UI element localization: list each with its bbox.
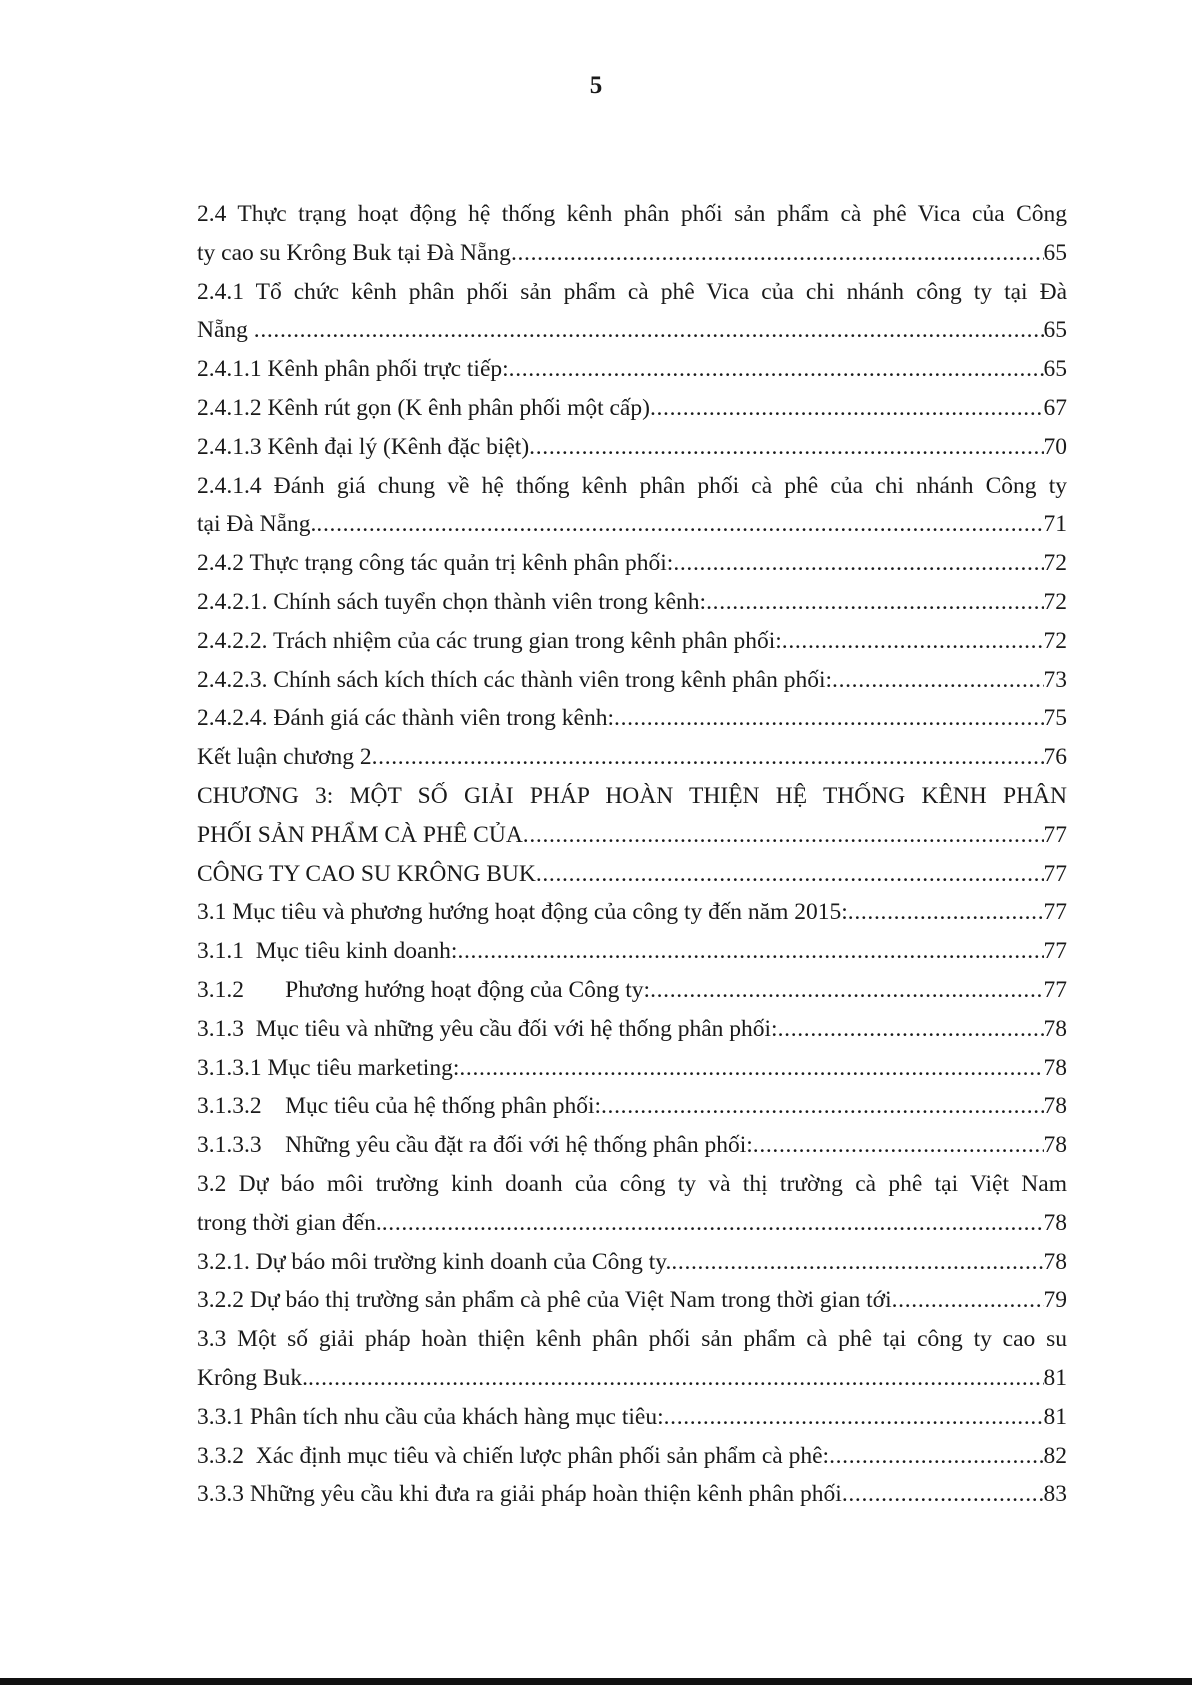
toc-entry[interactable] — [197, 544, 1067, 583]
bottom-border — [0, 1678, 1192, 1685]
toc-entry[interactable] — [197, 1087, 1067, 1126]
toc-entry-title-line: 3.2 Dự báo môi trường kinh doanh của công ty và thị trường cà phê tại Việt Nam — [197, 1170, 1067, 1197]
toc-dot-leader — [848, 893, 1044, 932]
toc-dot-leader — [892, 1281, 1044, 1320]
toc-page-number: 67 — [1043, 394, 1067, 421]
toc-page-number: 78 — [1043, 1054, 1067, 1081]
toc-entry-title-line: 3.1.3.2 Mục tiêu của hệ thống phân phối: — [197, 1093, 601, 1120]
toc-entry-title-line: 3.1 Mục tiêu và phương hướng hoạt động của công ty đến năm 2015: — [197, 899, 848, 926]
toc-entry[interactable] — [197, 195, 1067, 273]
toc-page-number: 78 — [1043, 1209, 1067, 1236]
toc-page-number: 81 — [1043, 1364, 1067, 1391]
toc-entry-title-line: 2.4.1 Tổ chức kênh phân phối sản phẩm cà phê Vica của chi nhánh công ty tại Đà — [197, 278, 1067, 305]
toc-dot-leader — [457, 932, 1043, 971]
toc-entry-title-line: Kết luận chương 2 — [197, 744, 372, 771]
toc-page-number: 71 — [1043, 511, 1067, 538]
toc-page-number: 70 — [1043, 433, 1067, 460]
toc-entry-title-line: 2.4.2 Thực trạng công tác quản trị kênh phân phối: — [197, 550, 674, 577]
toc-dot-leader — [706, 583, 1043, 622]
toc-entry-title-line: 3.3.2 Xác định mục tiêu và chiến lược phân phối sản phẩm cà phê: — [197, 1442, 830, 1469]
toc-page-number: 75 — [1043, 705, 1067, 732]
toc-entry[interactable] — [197, 932, 1067, 971]
toc-entry-title-line: 3.3.3 Những yêu cầu khi đưa ra giải pháp hoàn thiện kênh phân phối — [197, 1481, 842, 1508]
toc-dot-leader — [673, 544, 1043, 583]
toc-page-number: 77 — [1043, 976, 1067, 1003]
toc-entry[interactable] — [197, 389, 1067, 428]
toc-dot-leader — [316, 505, 1043, 544]
toc-entry[interactable] — [197, 971, 1067, 1010]
toc-entry[interactable] — [197, 622, 1067, 661]
toc-entry-title-line: 3.1.3.3 Những yêu cầu đặt ra đối với hệ thống phân phối: — [197, 1132, 753, 1159]
toc-entry[interactable] — [197, 661, 1067, 700]
toc-entry[interactable] — [197, 1165, 1067, 1243]
toc-page-number: 77 — [1043, 860, 1067, 887]
toc-dot-leader — [832, 661, 1043, 700]
toc-entry[interactable] — [197, 855, 1067, 894]
toc-entry-title-line: 2.4.2.3. Chính sách kích thích các thành viên trong kênh phân phối: — [197, 666, 833, 693]
toc-dot-leader — [308, 1359, 1044, 1398]
toc-page-number: 79 — [1043, 1287, 1067, 1314]
toc-entry[interactable] — [197, 1126, 1067, 1165]
table-of-contents — [197, 195, 1067, 1514]
toc-dot-leader — [254, 311, 1044, 350]
toc-dot-leader — [601, 1087, 1044, 1126]
toc-entry[interactable] — [197, 428, 1067, 467]
toc-page-number: 72 — [1043, 588, 1067, 615]
toc-entry-title-line: CHƯƠNG 3: MỘT SỐ GIẢI PHÁP HOÀN THIỆN HỆ THỐNG KÊNH PHÂN — [197, 782, 1067, 809]
toc-page-number: 83 — [1043, 1481, 1067, 1508]
toc-entry-title-line: 3.3 Một số giải pháp hoàn thiện kênh phân phối sản phẩm cà phê tại công ty cao su — [197, 1326, 1067, 1353]
toc-dot-leader — [372, 738, 1044, 777]
toc-dot-leader — [536, 855, 1044, 894]
toc-dot-leader — [778, 1010, 1044, 1049]
toc-dot-leader — [782, 622, 1044, 661]
toc-entry-title-line: CÔNG TY CAO SU KRÔNG BUK — [197, 860, 536, 887]
toc-dot-leader — [664, 1398, 1044, 1437]
toc-entry[interactable] — [197, 1010, 1067, 1049]
toc-dot-leader — [523, 816, 1044, 855]
toc-entry-title-line: 2.4.1.4 Đánh giá chung về hệ thống kênh phân phối cà phê của chi nhánh Công ty — [197, 472, 1067, 499]
toc-dot-leader — [614, 699, 1043, 738]
toc-entry[interactable] — [197, 350, 1067, 389]
toc-entry-title-line: 3.1.3 Mục tiêu và những yêu cầu đối với hệ thống phân phối: — [197, 1015, 778, 1042]
toc-page-number: 82 — [1043, 1442, 1067, 1469]
toc-entry[interactable] — [197, 1320, 1067, 1398]
toc-entry-title-line: 3.1.1 Mục tiêu kinh doanh: — [197, 938, 458, 965]
toc-entry[interactable] — [197, 1398, 1067, 1437]
toc-entry-title-line: 3.1.3.1 Mục tiêu marketing: — [197, 1054, 460, 1081]
toc-dot-leader — [509, 350, 1044, 389]
toc-page-number: 72 — [1043, 550, 1067, 577]
toc-entry-title-line: PHỐI SẢN PHẨM CÀ PHÊ CỦA — [197, 821, 523, 848]
toc-dot-leader — [671, 1243, 1043, 1282]
toc-page-number: 72 — [1043, 627, 1067, 654]
toc-entry[interactable] — [197, 1281, 1067, 1320]
toc-dot-leader — [382, 1204, 1044, 1243]
toc-page-number: 73 — [1043, 666, 1067, 693]
toc-page-number: 78 — [1043, 1015, 1067, 1042]
toc-page-number: 78 — [1043, 1132, 1067, 1159]
toc-page-number: 78 — [1043, 1093, 1067, 1120]
toc-entry-title-line: 2.4.1.2 Kênh rút gọn (K ênh phân phối một cấp) — [197, 394, 650, 421]
toc-entry[interactable] — [197, 1049, 1067, 1088]
toc-dot-leader — [459, 1049, 1043, 1088]
toc-entry[interactable] — [197, 1243, 1067, 1282]
toc-page-number: 65 — [1043, 239, 1067, 266]
toc-entry[interactable] — [197, 699, 1067, 738]
toc-entry-title-line: 3.2.1. Dự báo môi trường kinh doanh của Công ty. — [197, 1248, 672, 1275]
toc-entry[interactable] — [197, 583, 1067, 622]
toc-entry[interactable] — [197, 1437, 1067, 1476]
toc-entry-title-line: 3.2.2 Dự báo thị trường sản phẩm cà phê của Việt Nam trong thời gian tới — [197, 1287, 892, 1314]
toc-entry-title-line: Krông Buk. — [197, 1364, 308, 1391]
toc-entry-title-line: 2.4.2.4. Đánh giá các thành viên trong kênh: — [197, 705, 615, 732]
toc-entry-title-line: Nẵng — [197, 317, 254, 344]
toc-entry-title-line: 3.3.1 Phân tích nhu cầu của khách hàng mục tiêu: — [197, 1403, 664, 1430]
toc-page-number: 77 — [1043, 899, 1067, 926]
toc-dot-leader — [511, 234, 1044, 273]
toc-dot-leader — [650, 389, 1044, 428]
toc-entry-title-line: 2.4.1.3 Kênh đại lý (Kênh đặc biệt) — [197, 433, 530, 460]
toc-page-number: 77 — [1043, 938, 1067, 965]
toc-page-number: 65 — [1043, 356, 1067, 383]
toc-page-number: 65 — [1043, 317, 1067, 344]
toc-page-number: 78 — [1043, 1248, 1067, 1275]
toc-dot-leader — [753, 1126, 1044, 1165]
toc-entry-title-line: trong thời gian đến. — [197, 1209, 382, 1236]
toc-entry-title-line: 2.4.1.1 Kênh phân phối trực tiếp: — [197, 356, 509, 383]
toc-dot-leader — [529, 428, 1043, 467]
toc-entry-title-line: 2.4 Thực trạng hoạt động hệ thống kênh phân phối sản phẩm cà phê Vica của Công — [197, 201, 1067, 227]
toc-entry-title-line: ty cao su Krông Buk tại Đà Nẵng — [197, 239, 511, 266]
toc-entry[interactable] — [197, 738, 1067, 777]
toc-page-number: 76 — [1043, 744, 1067, 771]
toc-dot-leader — [650, 971, 1043, 1010]
toc-entry-title-line: 3.1.2 Phương hướng hoạt động của Công ty: — [197, 976, 651, 1003]
page-number: 5 — [589, 72, 603, 99]
toc-entry-title-line: 2.4.2.1. Chính sách tuyển chọn thành viên trong kênh: — [197, 588, 707, 615]
toc-entry[interactable] — [197, 777, 1067, 855]
toc-entry-title-line: tại Đà Nẵng. — [197, 511, 317, 538]
toc-entry[interactable] — [197, 273, 1067, 351]
toc-entry[interactable] — [197, 1475, 1067, 1514]
toc-entry-title-line: 2.4.2.2. Trách nhiệm của các trung gian trong kênh phân phối: — [197, 627, 782, 654]
toc-page-number: 77 — [1043, 821, 1067, 848]
toc-dot-leader — [829, 1437, 1043, 1476]
toc-entry[interactable] — [197, 467, 1067, 545]
toc-page-number: 81 — [1043, 1403, 1067, 1430]
toc-dot-leader — [842, 1475, 1044, 1514]
toc-entry[interactable] — [197, 893, 1067, 932]
